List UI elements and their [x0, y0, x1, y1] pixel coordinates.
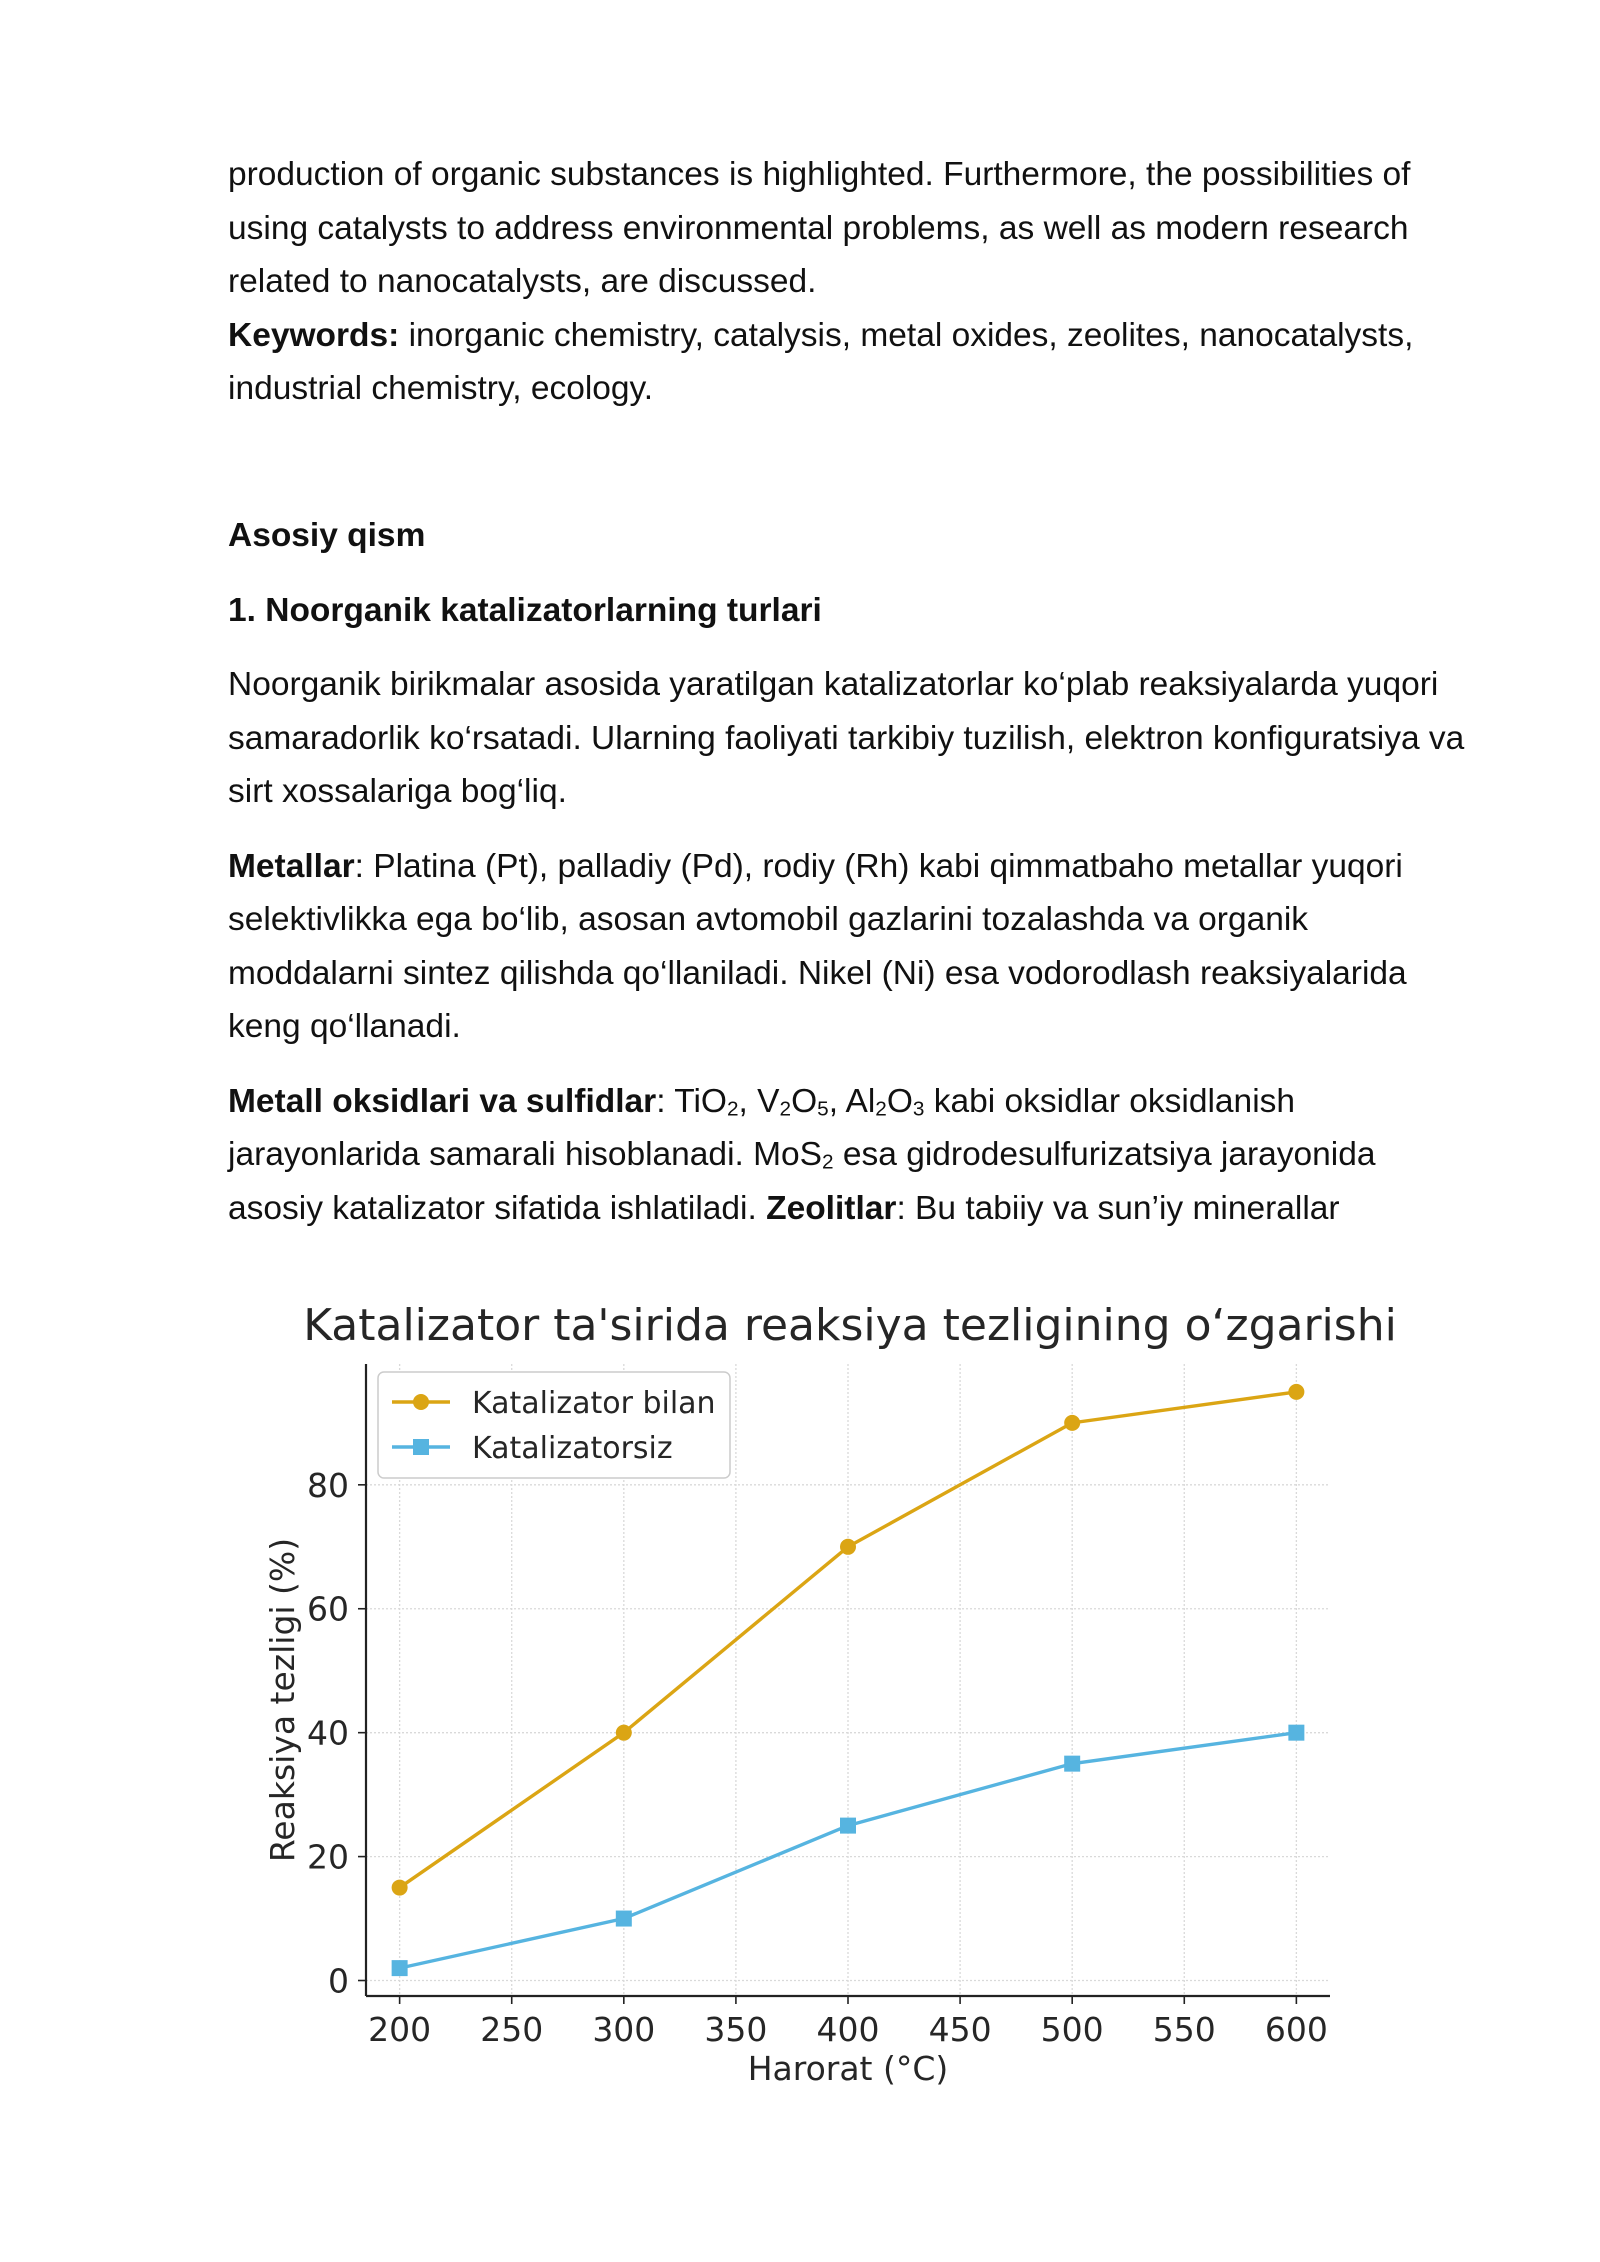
- legend-marker-1: [413, 1394, 429, 1410]
- chart-svg: [250, 1300, 1450, 2130]
- reaction-rate-chart: [250, 1300, 1450, 2130]
- series-1-point: [1288, 1384, 1304, 1400]
- formula-tio2: TiO$_2$: [674, 1082, 739, 1121]
- abstract-text: production of organic substances is highlighted. Furthermore, the possibilities of using catalysts to address environmental problems, as well as modern research related to nanocatalysts, are discussed.: [228, 156, 1411, 300]
- x-tick-label: 550: [1152, 2010, 1216, 2049]
- y-tick-label: 60: [307, 1589, 349, 1629]
- y-axis-label: Reaksiya tezligi (%): [263, 1537, 302, 1863]
- formula-mos2: MoS$_2$: [753, 1136, 834, 1174]
- x-axis-label: Harorat (°C): [747, 2049, 949, 2088]
- legend-label-2: Katalizatorsiz: [472, 1431, 673, 1466]
- x-tick-label: 500: [1040, 2010, 1104, 2049]
- main-section: [228, 509, 1478, 1256]
- metals-label: Metallar: [228, 847, 355, 885]
- abstract-continuation: [228, 148, 1478, 416]
- y-tick-label: 80: [307, 1465, 349, 1505]
- series-1-point: [840, 1539, 856, 1555]
- x-tick-label: 300: [592, 2010, 656, 2049]
- formula-al2o3: $Al_2O_3$: [845, 1082, 925, 1121]
- metals-paragraph: [228, 840, 1478, 1054]
- x-tick-label: 600: [1264, 2010, 1328, 2049]
- x-tick-label: 450: [928, 2010, 992, 2049]
- series-2-point: [840, 1818, 856, 1834]
- legend-marker-2: [413, 1439, 429, 1455]
- keywords-text: inorganic chemistry, catalysis, metal oxides, zeolites, nanocatalysts, industrial chemistry, ecology.: [228, 316, 1414, 407]
- series-1-point: [1064, 1415, 1080, 1431]
- x-tick-label: 400: [816, 2010, 880, 2049]
- legend-label-1: Katalizator bilan: [472, 1386, 716, 1421]
- metals-text: : Platina (Pt), palladiy (Pd), rodiy (Rh) kabi qimmatbaho metallar yuqori selektivlikka ega bo‘lib, asosan avtomobil gazlarini tozalashda va organik moddalarni sintez qilishda qo‘llaniladi. Nikel (Ni) esa vodorodlash reaksiyalarida keng qo‘llanadi.: [228, 847, 1407, 1045]
- zeolites-label: Zeolitlar: [766, 1189, 897, 1227]
- oxides-label: Metall oksidlari va sulfidlar: [228, 1082, 657, 1120]
- x-tick-label: 350: [704, 2010, 768, 2049]
- chart-title: Katalizator ta'sirida reaksiya tezligining o‘zgarishi: [303, 1300, 1397, 1351]
- y-tick-label: 20: [307, 1837, 349, 1877]
- zeolites-text: : Bu tabiiy va sun’iy minerallar: [896, 1189, 1340, 1227]
- series-2-point: [1288, 1725, 1304, 1741]
- x-tick-label: 250: [480, 2010, 544, 2049]
- section-title: Asosiy qism: [228, 517, 426, 554]
- series-1-point: [392, 1880, 408, 1896]
- series-2-point: [1064, 1756, 1080, 1772]
- keywords-line: [228, 309, 1478, 416]
- y-tick-label: 40: [307, 1713, 349, 1753]
- series-2-point: [392, 1960, 408, 1976]
- series-2-point: [616, 1911, 632, 1927]
- oxides-paragraph: Metall oksidlari va sulfidlar: TiO$_2$, $V_2O_5$, $Al_2O_3$ kabi oksidlar oksidlanish jarayonlarida samarali hisoblanadi. MoS$_2$ esa gidrodesulfurizatsiya jarayonida asosiy katalizator sifatida ishlatiladi. Zeolitlar: Bu tabiiy va sun’iy minerallar: [228, 1082, 1376, 1227]
- formula-v2o5: $V_2O_5$: [757, 1082, 829, 1121]
- y-tick-label: 0: [328, 1961, 349, 2001]
- series-1-point: [616, 1725, 632, 1741]
- x-tick-label: 200: [368, 2010, 432, 2049]
- keywords-label: Keywords:: [228, 316, 400, 354]
- subsection-title: 1. Noorganik katalizatorlarning turlari: [228, 591, 822, 629]
- intro-paragraph: Noorganik birikmalar asosida yaratilgan katalizatorlar ko‘plab reaksiyalarda yuqori samaradorlik ko‘rsatadi. Ularning faoliyati tarkibiy tuzilish, elektron konfiguratsiya va sirt xossalariga bog‘liq.: [228, 666, 1465, 810]
